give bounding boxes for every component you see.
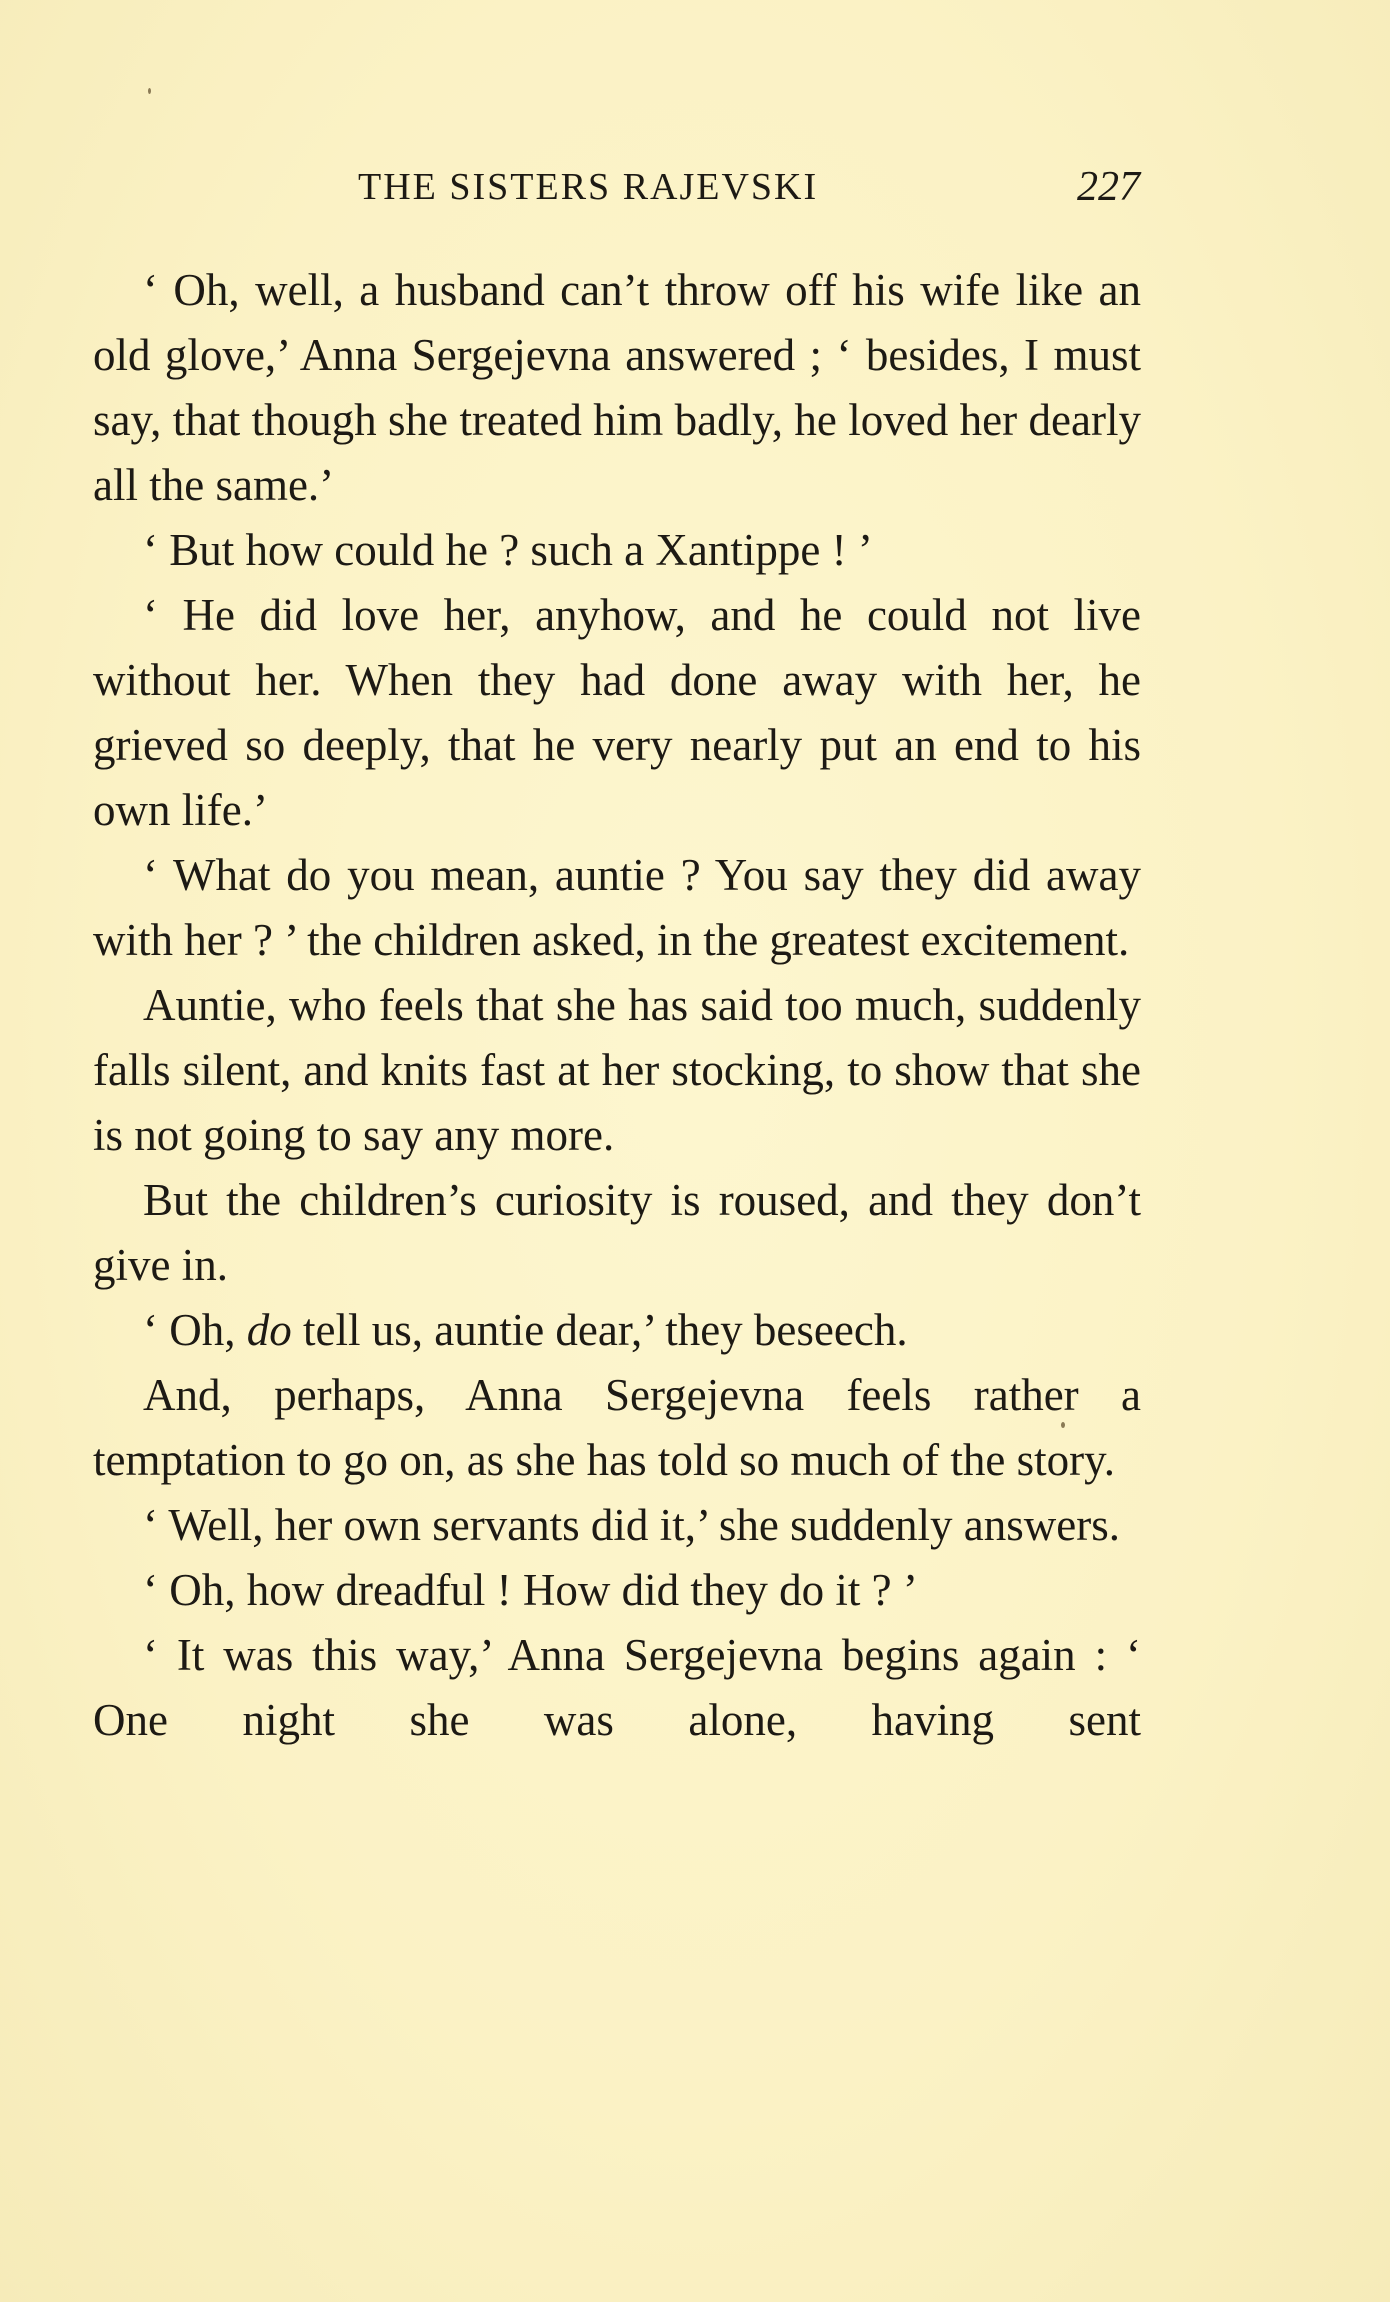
paragraph: ‘ Oh, well, a husband can’t throw off his wife like an old glove,’ Anna Sergejevna answered ; ‘ besides, I must say, that though she treated him badly, he loved her dearly all the same.’ — [93, 265, 1141, 510]
paragraph-text: ‘ Oh, — [143, 1305, 247, 1355]
paragraph: ‘ Well, her own servants did it,’ she suddenly answers. — [143, 1500, 1121, 1550]
paragraph: ‘ What do you mean, auntie ? You say they did away with her ? ’ the children asked, in the greatest excitement. — [93, 850, 1141, 965]
paragraph: ‘ He did love her, anyhow, and he could not live without her. When they had done away with her, he grieved so deeply, that he very nearly put an end to his own life.’ — [93, 590, 1141, 835]
paragraph: Auntie, who feels that she has said too much, suddenly falls silent, and knits fast at her stocking, to show that she is not going to say any more. — [93, 980, 1141, 1160]
paragraph: But the children’s curiosity is roused, and they don’t give in. — [93, 1175, 1141, 1290]
page-number: 227 — [1077, 164, 1140, 210]
running-title: THE SISTERS RAJEVSKI — [358, 166, 819, 208]
paragraph-text: tell us, auntie dear,’ they beseech. — [291, 1305, 908, 1355]
paragraph: ‘ But how could he ? such a Xantippe ! ’ — [143, 525, 873, 575]
paper-speck — [148, 88, 151, 94]
paragraph-with-emphasis — [93, 1298, 1141, 1363]
body-text — [93, 258, 1141, 1753]
paragraph: And, perhaps, Anna Sergejevna feels rather a temptation to go on, as she has told so much of the story. — [93, 1370, 1141, 1485]
paragraph: ‘ Oh, how dreadful ! How did they do it ? ’ — [143, 1565, 918, 1615]
paper-speck — [1061, 1422, 1065, 1428]
emphasis-text: do — [246, 1305, 292, 1355]
paragraph: ‘ It was this way,’ Anna Sergejevna begins again : ‘ One night she was alone, having sent — [93, 1630, 1141, 1745]
running-head — [90, 165, 1140, 225]
